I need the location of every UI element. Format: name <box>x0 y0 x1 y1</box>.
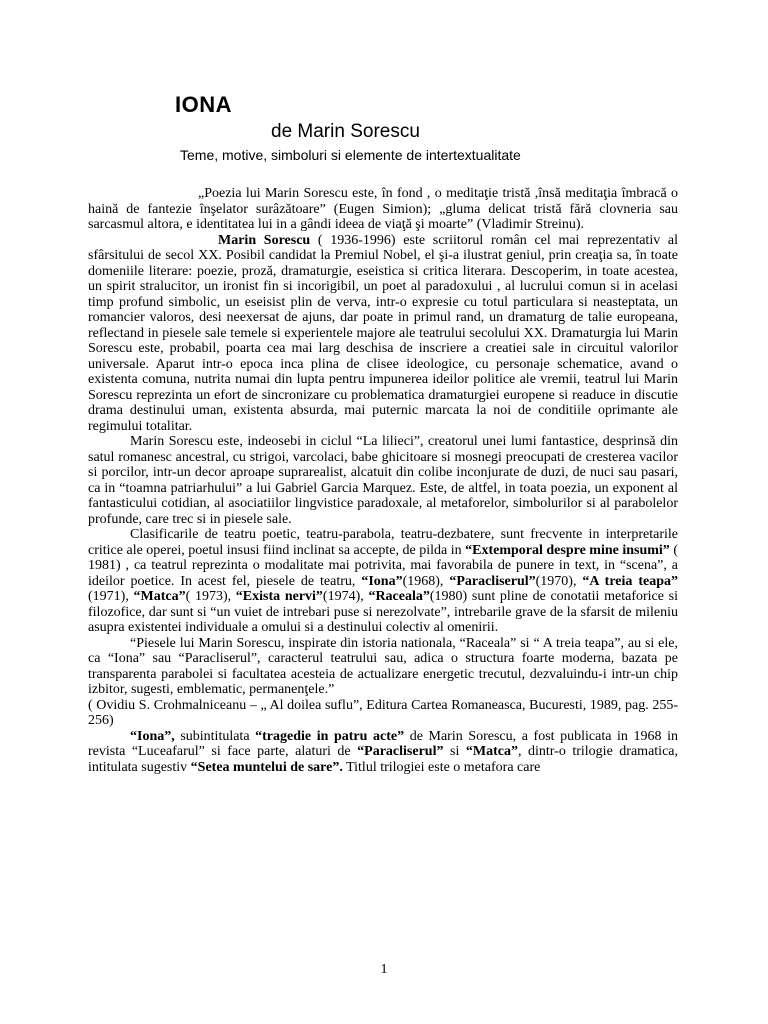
subtitle: Teme, motive, simboluri si elemente de intertextualitate <box>180 147 521 163</box>
bold-title: “Iona”, <box>130 728 175 744</box>
author-name-bold: Marin Sorescu <box>218 232 311 248</box>
bold-title: “Iona” <box>361 573 403 589</box>
paragraph-quote: „Poezia lui Marin Sorescu este, în fond , o meditaţie tristă ,însă meditaţia îmbracă o haină de fantezie înşelator surâzătoare” (Eugen Simion); „gluma delicat tristă fără clovneria sau sarcasmul altora, e identitatea lui in a gândi ideea de viaţă şi moarte” (Vladimir Streinu). <box>88 186 678 232</box>
text-span: , dintr-o trilogie dramatica, intitulata sugestiv <box>88 744 678 775</box>
text-span: de Marin Sorescu, a fost publicata in 1968 in revista “Luceafarul” si face parte, alaturi de <box>88 728 678 759</box>
paragraph-lilieci: Marin Sorescu este, indeosebi in ciclul “La lilieci”, creatorul unei lumi fantastice, desprinsă din satul romanesc ancestral, cu strigoi, varcolaci, babe ghicitoare si mosnegi preocupati de cresterea vacilor si porcilor, intr-un decor aproape suprarealist, alcatuit din colibe inconjurate de duzi, de nuci sau pasari, ca in “toamna patriarhului” a lui Gabriel Garcia Marquez. Este, de altfel, in toata poezia, un exponent al fantasticului cotidian, al asociatiilor lingvistice paradoxale, al metaforelor, simbolurilor si al parabolelor profunde, care trec si in piesele sale. <box>88 434 678 527</box>
bold-title: “Extemporal despre mine insumi” <box>465 542 670 558</box>
text-span: (1970), <box>535 573 583 589</box>
page-title: IONA <box>175 92 232 117</box>
bold-title: “Setea muntelui de sare”. <box>190 759 343 775</box>
paragraph-intro-text: ( 1936-1996) este scriitorul român cel mai reprezentativ al sfârsitului de secol XX. Posibil candidat la Premiul Nobel, el şi-a ilustrat geniul, prin creaţia sa, în toate domeniile literare: poezie, proză, dramaturgie, eseistica si critica literara. Descoperim, in toate acestea, un spirit stralucitor, un ironist fin si incorigibil, un poet al paradoxului , al lucrului comun si in acelasi timp profund simbolic, un eseisist plin de verva, intr-o expresie cu totul particulara si neasteptata, un romancier valoros, desi neexersat de ajuns, dar poate in primul rand, un dramaturg de talie europeana, reflectand in piesele sale temele si experientele majore ale teatrului secolului XX. Dramaturgia lui Marin Sorescu este, probabil, poarta cea mai larg deschisa de inscriere a creatiei sale in circuitul valorilor universale. Aparut intr-o epoca inca plina de clisee ideologice, cu personaje schematice, avand o existenta comuna, nutrita numai din lupta pentru impunerea ideilor politice ale vremii, teatrul lui Marin Sorescu reprezinta un efort de sincronizare cu problematica dramaturgiei europene si readuce in discutie drama destinului uman, existenta absurda, mai puternic marcata la noi de conditiile oprimante ale regimului totalitar. <box>88 232 679 434</box>
text-span: ( 1981) , ca teatrul reprezinta o modalitate mai potrivita, mai favorabila de punere in text, in “scena”, a ideilor poetice. In acest fel, piesele de teatru, <box>88 542 678 589</box>
text-span: (1980) sunt pline de conotatii metaforice si filozofice, dar sunt si “un vuiet de intrebari puse si nerezolvate”, intrebarile grave de la sfarsit de mileniu asupra existentei individuale a omului si a destinului colectiv al omenirii. <box>88 589 678 635</box>
text-span: si <box>443 744 466 759</box>
paragraph-classification <box>88 527 678 636</box>
page-number: 1 <box>380 962 388 977</box>
paragraph-citation-source: ( Ovidiu S. Crohmalniceanu – „ Al doilea suflu”, Editura Cartea Romaneasca, Bucuresti, 1989, pag. 255-256) <box>88 697 678 728</box>
paragraph-citation-quote: “Piesele lui Marin Sorescu, inspirate din istoria nationala, “Raceala” si “ A treia teapa”, au si ele, ca “Iona” sau “Paracliserul”, caracterul teatrului sau, adica o structura foarte moderna, bazata pe transparenta parabolei si facultatea acesteia de actualizare energetic trecutul, dezvaluindu-i intr-un chip izbitor, sugesti, emblematic, permanenţele.” <box>88 635 678 697</box>
text-span: (1971), <box>88 589 134 604</box>
paragraph-iona <box>88 729 678 776</box>
text-span: (1974), <box>322 589 369 604</box>
bold-title: “Paracliserul” <box>449 573 536 589</box>
text-span: subintitulata <box>174 728 256 744</box>
bold-title: “Matca” <box>133 589 186 604</box>
text-span: Clasificarile de teatru poetic, teatru-parabola, teatru-dezbatere, sunt frecvente in interpretarile critice ale operei, poetul insusi fiind inclinat sa accepte, de pilda in <box>88 527 678 558</box>
bold-title: “A treia teapa” <box>582 573 679 589</box>
bold-title: “tragedie in patru acte” <box>255 728 405 744</box>
bold-title: “Paracliserul” <box>357 744 444 759</box>
paragraph-intro <box>88 233 678 435</box>
bold-title: “Exista nervi” <box>235 589 323 604</box>
bold-title: “Raceala” <box>368 589 430 604</box>
text-span: Titlul trilogiei este o metafora care <box>342 759 541 775</box>
body-text <box>88 186 678 775</box>
author-line: de Marin Sorescu <box>271 121 420 142</box>
bold-title: “Matca” <box>465 744 518 759</box>
text-span: (1968), <box>402 573 450 589</box>
text-span: ( 1973), <box>185 589 236 604</box>
